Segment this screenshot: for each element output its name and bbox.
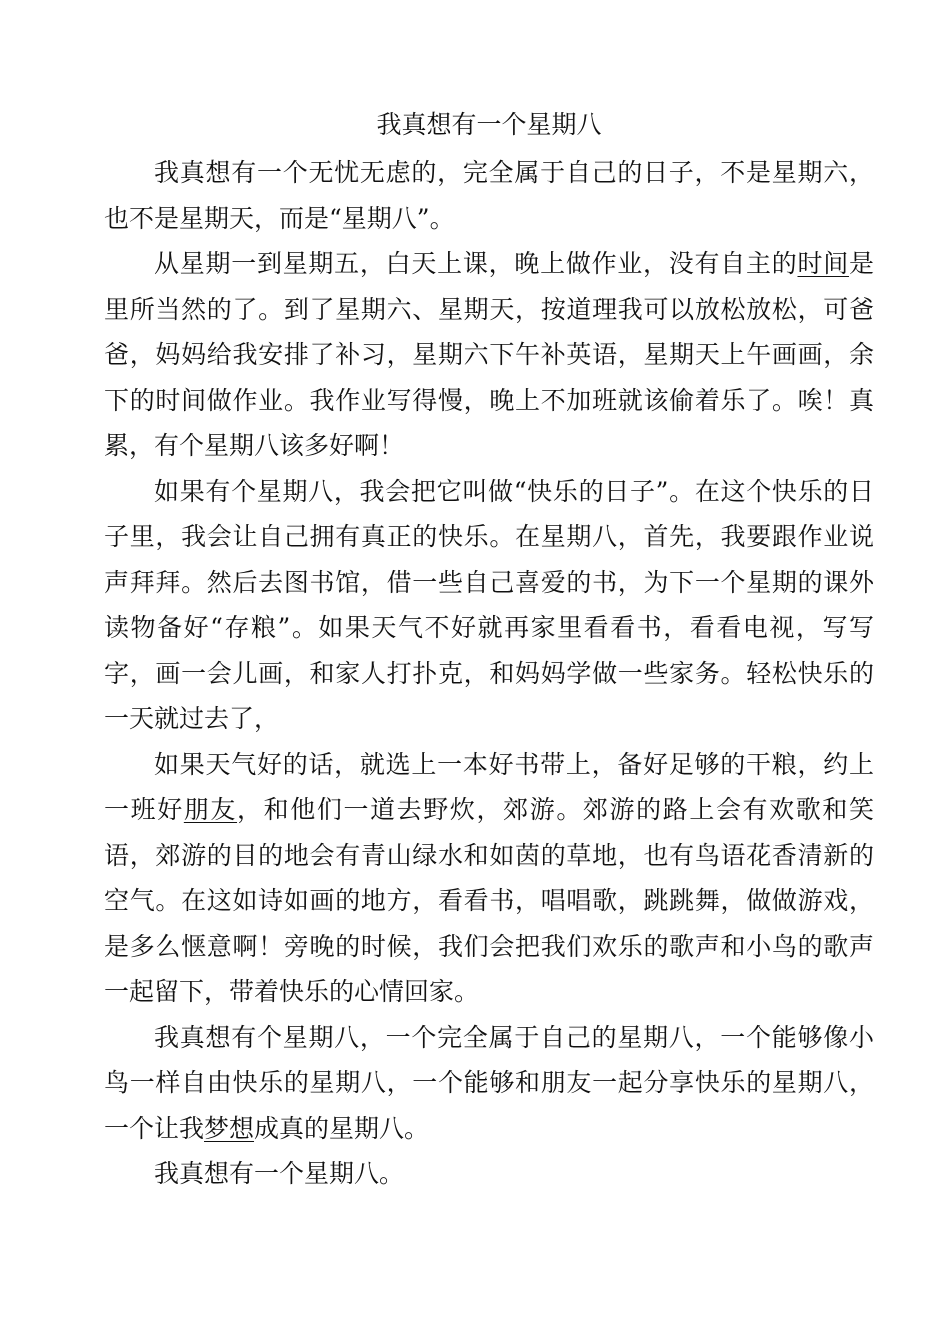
paragraph-text: 如果天气好的话，就选上一本好书带上，备好足够的干粮，约上一班好 xyxy=(104,749,874,824)
paragraph-text: ，和他们一道去野炊，郊游。郊游的路上会有欢歌和笑语，郊游的目的地会有青山绿水和如茵的草地，也有鸟语花香清新的空气。在这如诗如画的地方，看看书，唱唱歌，跳跳舞，做做游戏，是多么惬意啊！旁晚的时候，我们会把我们欢乐的歌声和小鸟的歌声一起留下，带着快乐的心情回家。 xyxy=(104,795,874,1006)
paragraph xyxy=(104,1015,874,1152)
paragraph-list xyxy=(104,150,874,1197)
paragraph-text: 我真想有个星期八，一个完全属于自己的星期八，一个能够像小鸟一样自由快乐的星期八，一个能够和朋友一起分享快乐的星期八，一个让我 xyxy=(104,1022,874,1143)
paragraph xyxy=(104,469,874,742)
paragraph-text: 如果有个星期八，我会把它叫做“快乐的日子”。在这个快乐的日子里，我会让自己拥有真正的快乐。在星期八，首先，我要跟作业说声拜拜。然后去图书馆，借一些自己喜爱的书，为下一个星期的课外读物备好“存粮”。如果天气不好就再家里看看书，看看电视，写写字，画一会儿画，和家人打扑克，和妈妈学做一些家务。轻松快乐的一天就过去了， xyxy=(104,476,874,733)
document-title: 我真想有一个星期八 xyxy=(376,110,602,139)
paragraph-text: 是里所当然的了。到了星期六、星期天，按道理我可以放松放松，可爸爸，妈妈给我安排了补习，星期六下午补英语，星期天上午画画，余下的时间做作业。我作业写得慢，晚上不加班就该偷着乐了。唉！真累，有个星期八该多好啊！ xyxy=(104,249,874,460)
paragraph xyxy=(104,742,874,1015)
underlined-text: 梦想 xyxy=(204,1113,255,1143)
paragraph-text: 成真的星期八。 xyxy=(254,1113,430,1143)
paragraph xyxy=(104,1151,874,1197)
document-body xyxy=(104,100,874,1197)
paragraph-text: 我真想有一个星期八。 xyxy=(154,1159,405,1188)
paragraph xyxy=(104,241,874,469)
paragraph-text: 我真想有一个无忧无虑的，完全属于自己的日子，不是星期六，也不是星期天，而是“星期八”。 xyxy=(104,158,874,233)
underlined-text: 朋友 xyxy=(183,795,238,824)
paragraph-text: 从星期一到星期五，白天上课，晚上做作业，没有自主的 xyxy=(154,249,798,278)
paragraph xyxy=(104,150,874,241)
underlined-text: 时间 xyxy=(797,249,849,278)
